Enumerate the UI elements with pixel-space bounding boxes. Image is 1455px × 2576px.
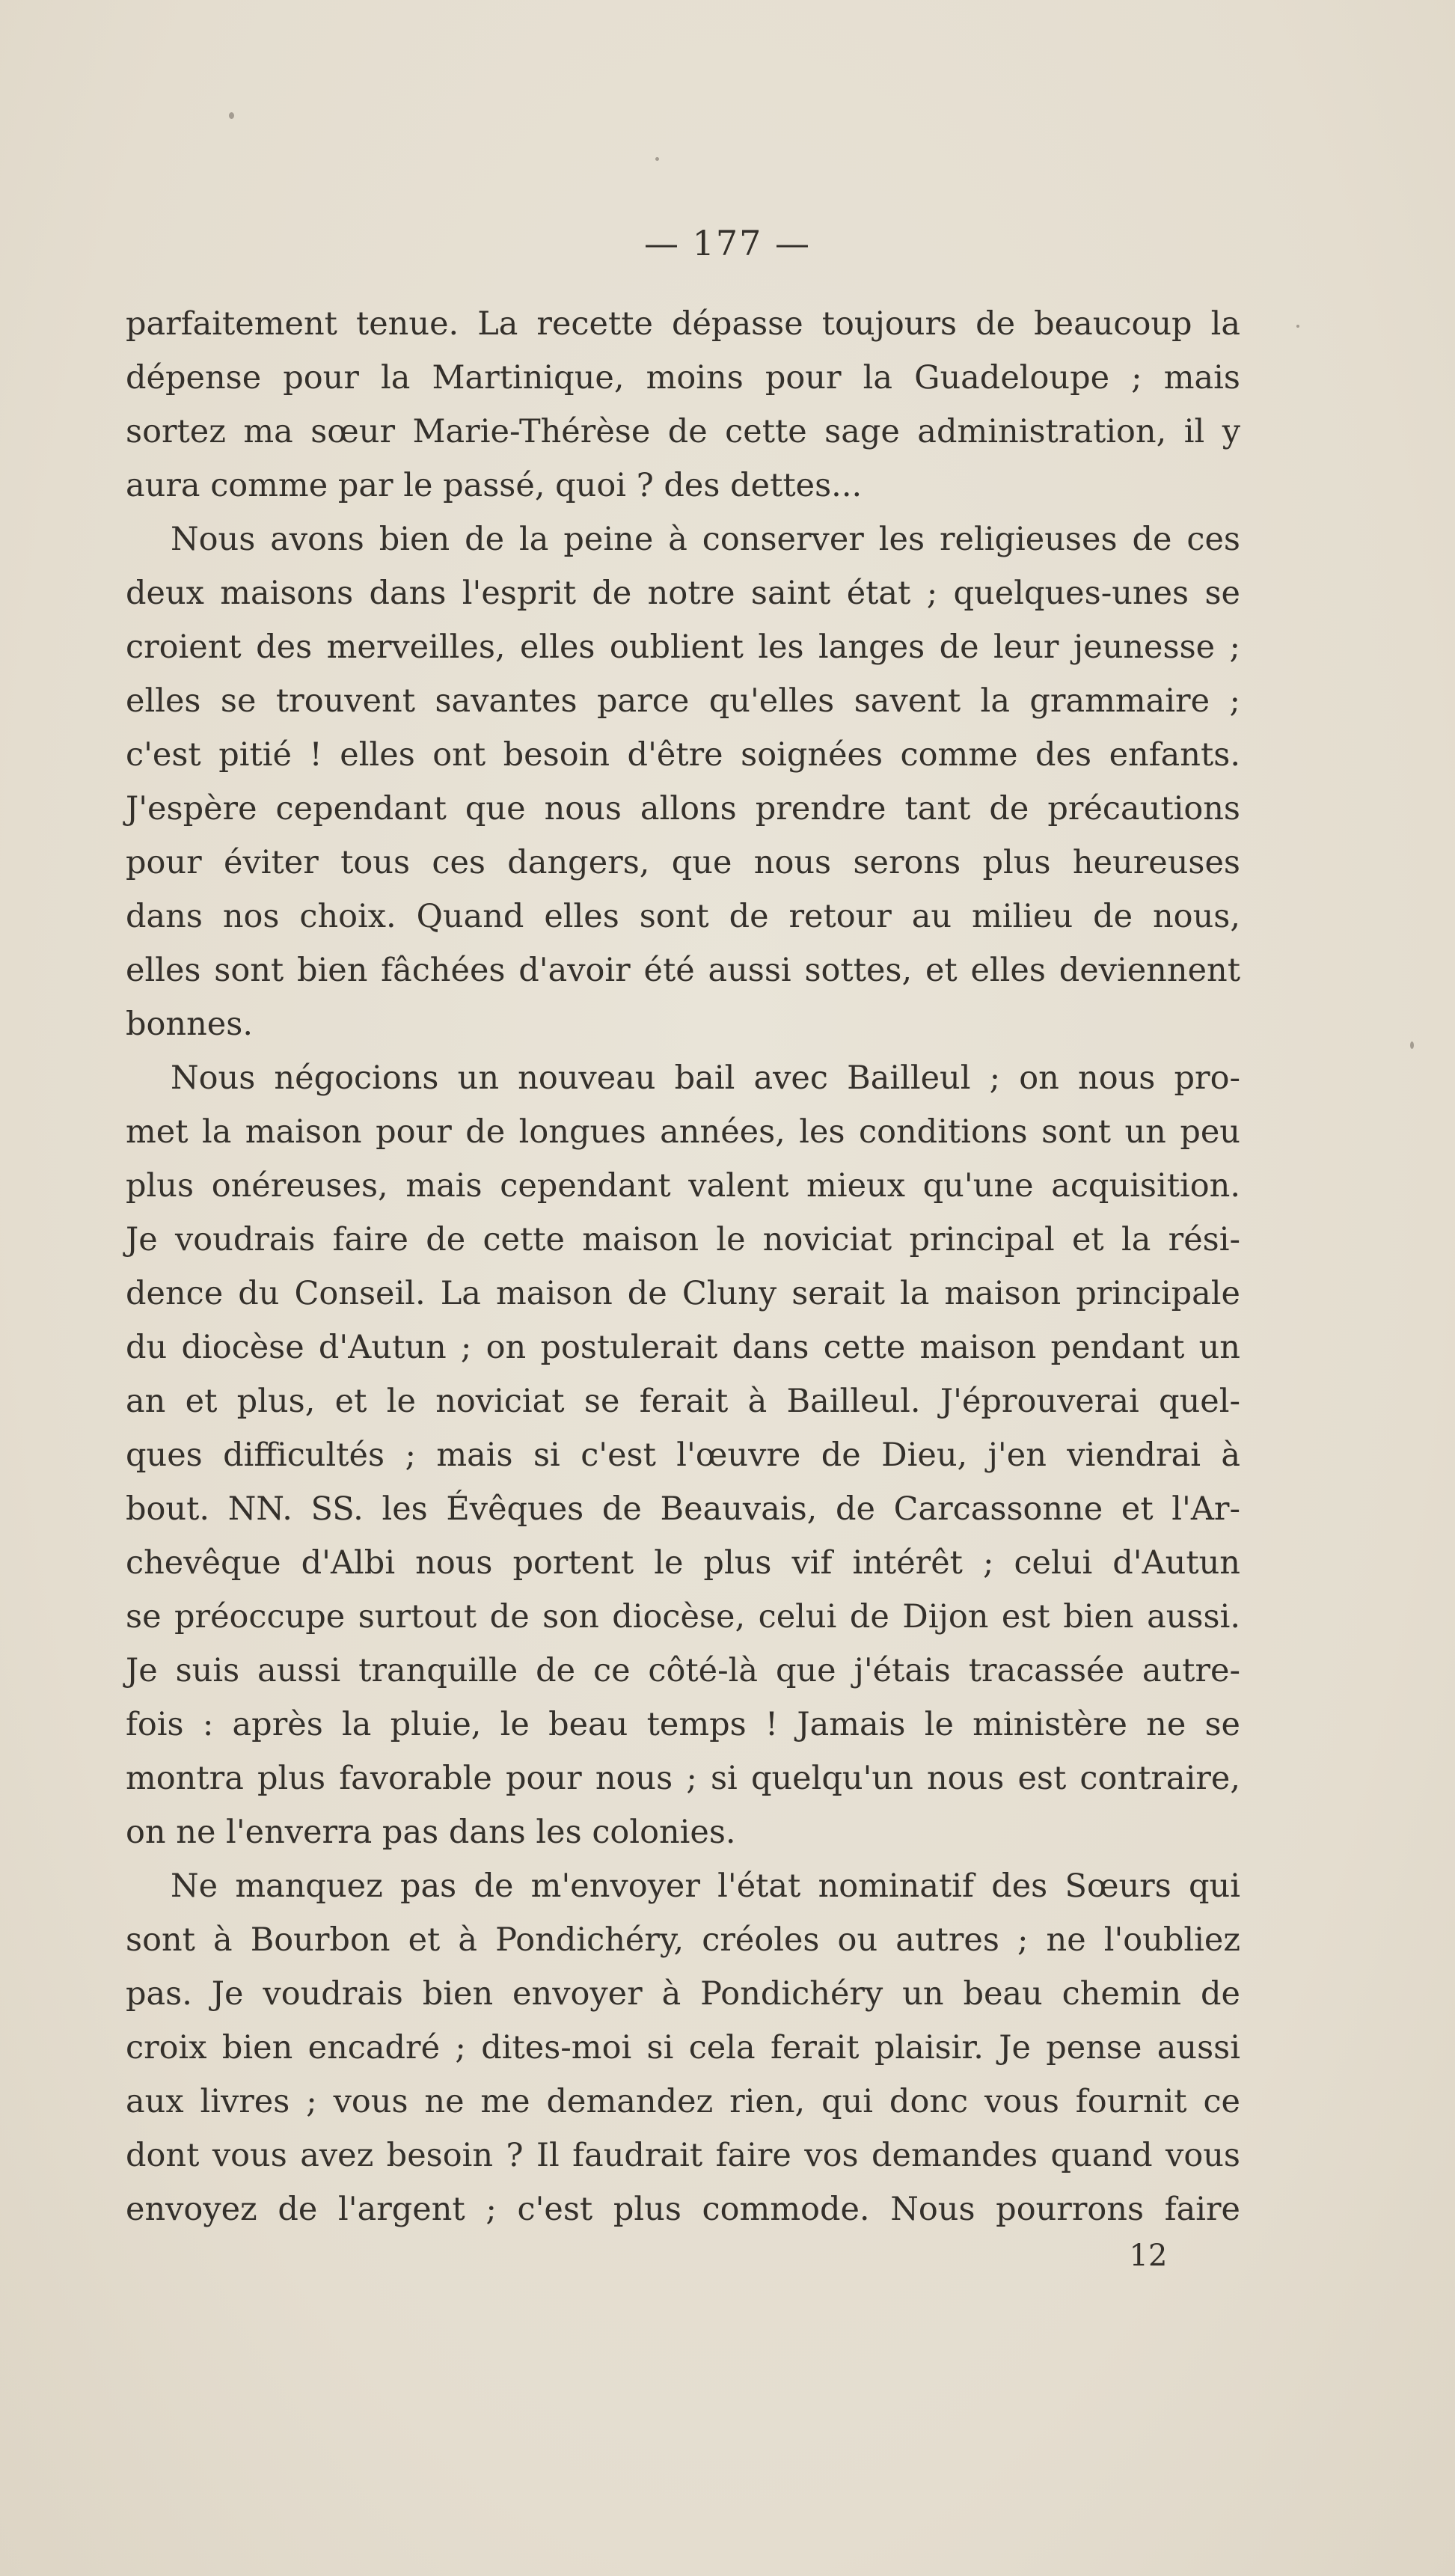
text-line: dence du Conseil. La maison de Cluny serait la maison principale [126,1275,1240,1312]
text-line: croient des merveilles, elles oublient les langes de leur jeunesse ; [126,628,1240,666]
text-line: met la maison pour de longues années, les conditions sont un peu [126,1113,1240,1151]
text-line: dont vous avez besoin ? Il faudrait faire vos demandes quand vous [126,2137,1240,2174]
text-line: pas. Je voudrais bien envoyer à Pondichéry un beau chemin de [126,1975,1240,2013]
text-line: plus onéreuses, mais cependant valent mieux qu'une acquisition. [126,1167,1240,1205]
text-line: bout. NN. SS. les Évêques de Beauvais, de Carcassonne et l'Ar- [126,1490,1240,1528]
page-number: — 177 — [643,223,812,263]
text-line: J'espère cependant que nous allons prendre tant de précautions [126,790,1240,827]
text-line: dans nos choix. Quand elles sont de retour au milieu de nous, [126,898,1240,935]
text-line: Ne manquez pas de m'envoyer l'état nominatif des Sœurs qui [171,1867,1240,1905]
text-line: chevêque d'Albi nous portent le plus vif intérêt ; celui d'Autun [126,1544,1240,1582]
text-line: aux livres ; vous ne me demandez rien, qui donc vous fournit ce [126,2083,1240,2120]
text-line: on ne l'enverra pas dans les colonies. [126,1814,736,1851]
text-line: aura comme par le passé, quoi ? des dettes... [126,467,863,504]
paper-speck [1296,325,1299,328]
text-line: Nous avons bien de la peine à conserver les religieuses de ces [171,521,1240,558]
text-line: bonnes. [126,1006,253,1043]
text-line: pour éviter tous ces dangers, que nous serons plus heureuses [126,844,1240,881]
text-line: fois : après la pluie, le beau temps ! Jamais le ministère ne se [126,1706,1240,1743]
text-line: Je suis aussi tranquille de ce côté-là que j'étais tracassée autre- [126,1652,1240,1689]
text-line: se préoccupe surtout de son diocèse, celui de Dijon est bien aussi. [126,1598,1240,1636]
paper-speck [1410,1041,1414,1049]
text-line: dépense pour la Martinique, moins pour la Guadeloupe ; mais [126,359,1240,397]
text-line: sont à Bourbon et à Pondichéry, créoles ou autres ; ne l'oubliez [126,1921,1240,1959]
text-line: an et plus, et le noviciat se ferait à Bailleul. J'éprouverai quel- [126,1383,1240,1420]
text-line: deux maisons dans l'esprit de notre saint état ; quelques-unes se [126,575,1240,612]
paper-speck [655,157,659,161]
text-line: Je voudrais faire de cette maison le noviciat principal et la rési- [126,1221,1240,1258]
text-line: elles sont bien fâchées d'avoir été aussi sottes, et elles deviennent [126,952,1240,989]
text-line: du diocèse d'Autun ; on postulerait dans cette maison pendant un [126,1329,1240,1366]
text-line: parfaitement tenue. La recette dépasse toujours de beaucoup la [126,305,1240,343]
text-line: sortez ma sœur Marie-Thérèse de cette sage administration, il y [126,413,1240,450]
text-line: envoyez de l'argent ; c'est plus commode. Nous pourrons faire [126,2191,1240,2228]
text-line: montra plus favorable pour nous ; si quelqu'un nous est contraire, [126,1760,1240,1797]
text-line: elles se trouvent savantes parce qu'elles savent la grammaire ; [126,682,1240,720]
paper-speck [229,112,234,119]
signature-mark: 12 [1129,2239,1168,2273]
text-line: Nous négocions un nouveau bail avec Bailleul ; on nous pro- [171,1059,1240,1097]
text-line: ques difficultés ; mais si c'est l'œuvre de Dieu, j'en viendrai à [126,1437,1240,1474]
text-line: croix bien encadré ; dites-moi si cela ferait plaisir. Je pense aussi [126,2029,1240,2066]
text-line: c'est pitié ! elles ont besoin d'être soignées comme des enfants. [126,736,1240,774]
